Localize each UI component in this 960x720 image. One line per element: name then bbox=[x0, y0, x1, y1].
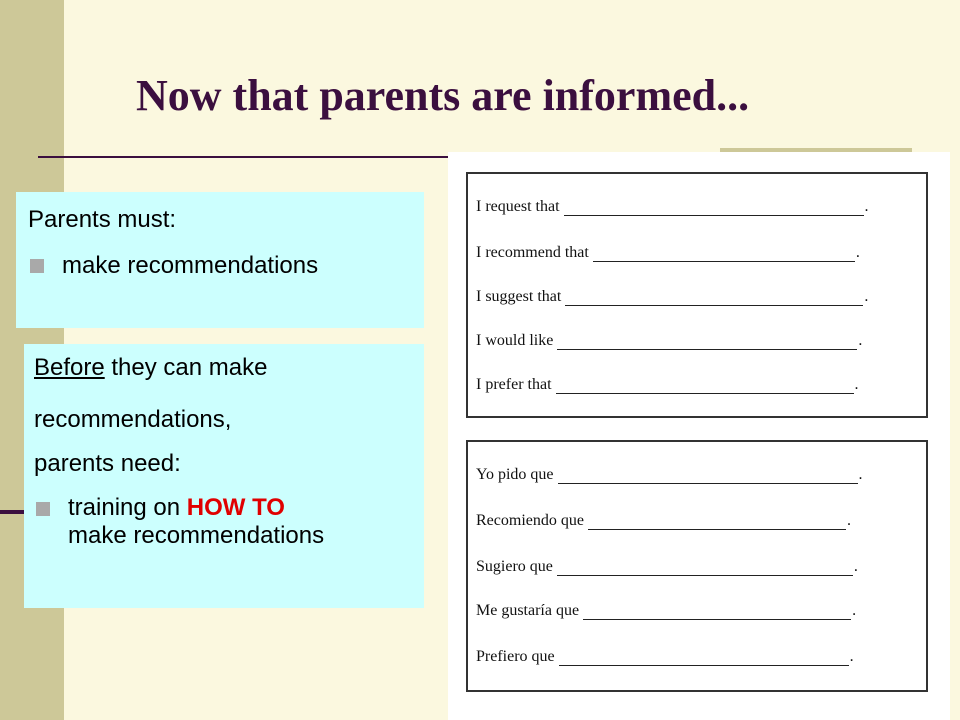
form-period: . bbox=[858, 332, 863, 349]
form-blank-line bbox=[564, 201, 864, 216]
before-recommendations-box bbox=[24, 344, 424, 608]
box2-line-3: parents need: bbox=[34, 450, 181, 477]
form-label: Recomiendo que bbox=[476, 512, 584, 529]
form-row bbox=[476, 376, 859, 394]
form-row bbox=[476, 288, 868, 306]
how-to-emphasis: HOW TO bbox=[186, 494, 285, 521]
form-period: . bbox=[852, 602, 857, 619]
bullet-square-icon bbox=[30, 259, 44, 273]
spanish-form bbox=[466, 440, 928, 692]
form-label: Sugiero que bbox=[476, 558, 553, 575]
form-blank-line bbox=[557, 335, 857, 350]
before-underlined: Before bbox=[34, 354, 105, 381]
form-label: Me gustaría que bbox=[476, 602, 580, 619]
title-underline bbox=[38, 156, 450, 158]
form-label: I prefer that bbox=[476, 376, 552, 393]
bullet-text: make recommendations bbox=[62, 252, 319, 279]
bullet-prefix: training on bbox=[68, 494, 187, 521]
form-period: . bbox=[849, 648, 854, 665]
form-blank-line bbox=[593, 247, 855, 262]
form-label: I suggest that bbox=[476, 288, 562, 305]
form-period: . bbox=[853, 558, 858, 575]
box2-line-2: recommendations, bbox=[34, 406, 232, 433]
form-label: Yo pido que bbox=[476, 466, 554, 483]
form-blank-line bbox=[559, 651, 849, 666]
form-blank-line bbox=[565, 291, 863, 306]
form-period: . bbox=[858, 466, 863, 483]
form-period: . bbox=[846, 512, 851, 529]
parents-must-box bbox=[16, 192, 424, 328]
bullet-item bbox=[30, 252, 318, 280]
form-blank-line bbox=[556, 379, 854, 394]
form-label: Prefiero que bbox=[476, 648, 555, 665]
english-form bbox=[466, 172, 928, 418]
form-period: . bbox=[855, 244, 860, 261]
form-label: I request that bbox=[476, 198, 560, 215]
form-blank-line bbox=[557, 561, 853, 576]
form-row bbox=[476, 512, 851, 530]
bullet-item bbox=[36, 494, 416, 550]
parents-must-heading: Parents must: bbox=[28, 206, 177, 233]
form-image bbox=[448, 152, 950, 720]
form-label: I would like bbox=[476, 332, 554, 349]
bullet-square-icon bbox=[36, 502, 50, 516]
bullet-text bbox=[68, 494, 324, 550]
form-blank-line bbox=[588, 515, 846, 530]
form-label: I recommend that bbox=[476, 244, 589, 261]
form-row bbox=[476, 558, 858, 576]
form-row bbox=[476, 332, 862, 350]
box2-line-1-rest: they can make bbox=[104, 354, 268, 381]
form-period: . bbox=[864, 288, 869, 305]
form-row bbox=[476, 602, 856, 620]
form-row bbox=[476, 648, 854, 666]
form-row bbox=[476, 244, 860, 262]
bullet-suffix: make recommendations bbox=[68, 522, 325, 549]
form-row bbox=[476, 466, 863, 484]
form-period: . bbox=[854, 376, 859, 393]
box2-line-1 bbox=[34, 354, 267, 382]
form-blank-line bbox=[558, 469, 858, 484]
form-blank-line bbox=[583, 605, 851, 620]
slide-title: Now that parents are informed... bbox=[136, 71, 750, 120]
form-row bbox=[476, 198, 869, 216]
form-period: . bbox=[864, 198, 869, 215]
